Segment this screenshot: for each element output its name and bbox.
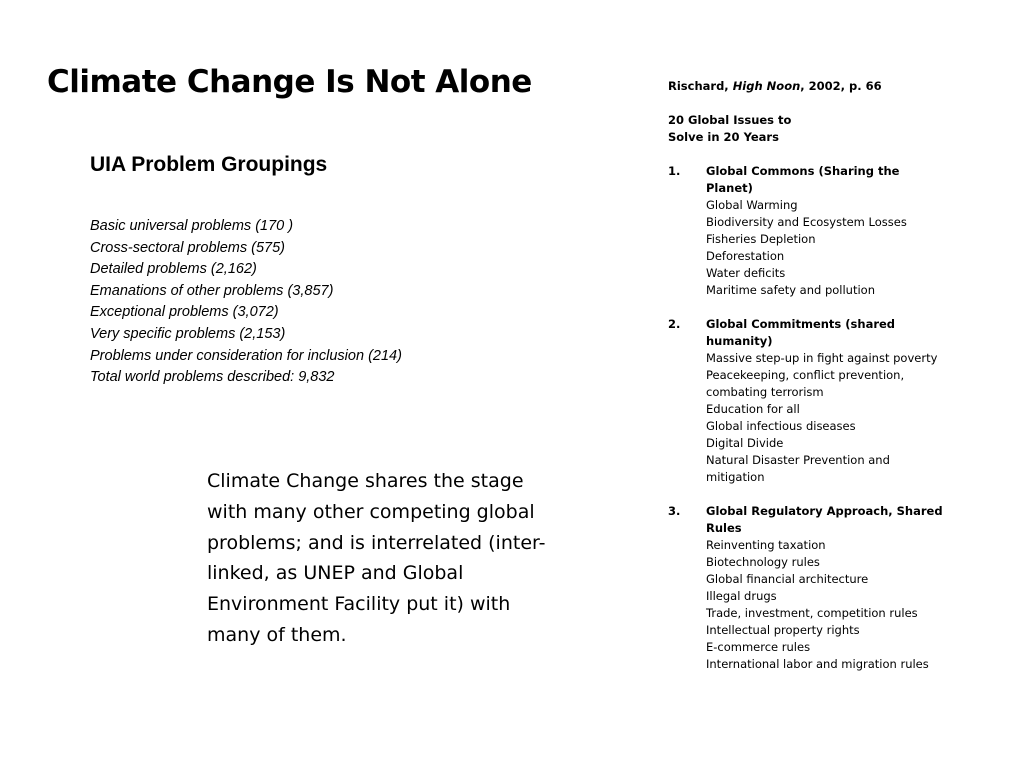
issue-list — [706, 537, 948, 673]
issue-item: Biotechnology rules — [706, 555, 820, 569]
issue-item: Maritime safety and pollution — [706, 283, 875, 297]
body-paragraph: Climate Change shares the stage with many other competing global problems; and is interrelated (inter-linked, as UNEP and Global Environment Facility put it) with many of them. — [207, 470, 546, 646]
issues-heading: 20 Global Issues to Solve in 20 Years — [668, 113, 792, 144]
citation-author: Rischard, — [668, 79, 733, 93]
group-body — [706, 503, 948, 673]
issue-item: Intellectual property rights — [706, 623, 860, 637]
issue-item: Illegal drugs — [706, 589, 777, 603]
uia-problem-item: Basic universal problems (170 ) — [90, 218, 294, 234]
uia-problem-total: Total world problems described: 9,832 — [90, 369, 335, 386]
issue-item: Global infectious diseases — [706, 419, 856, 433]
group-number: 1. — [668, 164, 681, 178]
group-title: Global Commons (Sharing the Planet) — [706, 164, 900, 195]
issue-item: Global financial architecture — [706, 572, 869, 586]
group-body — [706, 163, 948, 299]
issue-item: Fisheries Depletion — [706, 232, 816, 246]
uia-problem-item: Very specific problems (2,153) — [90, 325, 286, 342]
issue-list — [706, 197, 948, 299]
issue-item: Trade, investment, competition rules — [706, 606, 918, 620]
rischard-column — [668, 78, 948, 690]
group-number: 3. — [668, 504, 681, 518]
group-number: 2. — [668, 317, 681, 331]
uia-problem-item: Exceptional problems (3,072) — [90, 304, 279, 321]
issue-item: Water deficits — [706, 266, 786, 280]
issue-item: Massive step-up in fight against poverty — [706, 351, 938, 365]
slide-title: Climate Change Is Not Alone — [47, 64, 532, 100]
group-title: Global Commitments (shared humanity) — [706, 317, 896, 348]
issue-item: Natural Disaster Prevention and mitigation — [706, 453, 890, 484]
issue-group — [668, 503, 948, 673]
issue-groups — [668, 163, 948, 673]
uia-problem-item: Detailed problems (2,162) — [90, 261, 257, 278]
issue-item: E-commerce rules — [706, 640, 811, 654]
issue-item: Reinventing taxation — [706, 538, 826, 552]
citation — [668, 78, 948, 95]
citation-book: High Noon — [732, 79, 801, 93]
uia-problem-item: Emanations of other problems (3,857) — [90, 282, 334, 299]
uia-heading: UIA Problem Groupings — [90, 153, 328, 176]
issue-item: Peacekeeping, conflict prevention, combating terrorism — [706, 368, 905, 399]
uia-problem-item: Cross-sectoral problems (575) — [90, 239, 286, 256]
citation-rest: , 2002, p. 66 — [800, 79, 882, 93]
issue-group — [668, 316, 948, 486]
issue-item: Digital Divide — [706, 436, 784, 450]
uia-problem-item: Problems under consideration for inclusion (214) — [90, 347, 402, 364]
issue-item: Global Warming — [706, 198, 798, 212]
issue-list — [706, 350, 948, 486]
issue-item: Biodiversity and Ecosystem Losses — [706, 215, 907, 229]
issue-group — [668, 163, 948, 299]
issue-item: Education for all — [706, 402, 800, 416]
uia-problem-list — [90, 216, 402, 389]
group-body — [706, 316, 948, 486]
issue-item: International labor and migration rules — [706, 657, 929, 671]
group-title: Global Regulatory Approach, Shared Rules — [706, 504, 943, 535]
issue-item: Deforestation — [706, 249, 785, 263]
